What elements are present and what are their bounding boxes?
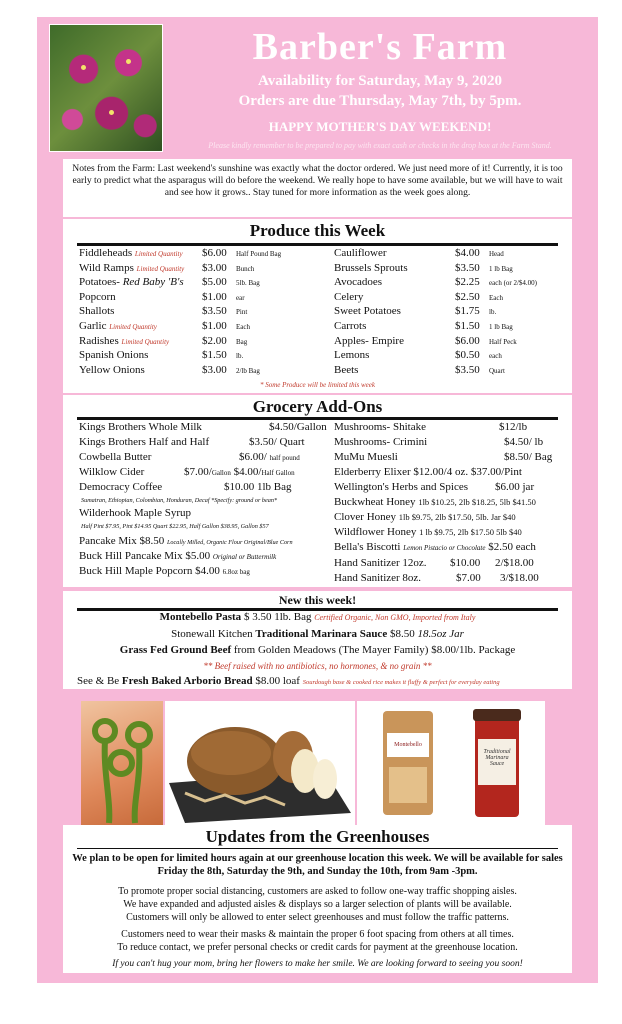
grocery-price: $8.50/ Bag [504, 451, 553, 463]
produce-item: Apples- Empire [334, 334, 404, 347]
grocery-item: Mushrooms- Shitake [334, 421, 426, 433]
produce-unit: 2/lb Bag [236, 366, 260, 375]
maple-syrup-prices: Half Pint $7.95, Pint $14.95 Quart $22.95, Half Gallon $38.95, Gallon $57 [81, 523, 269, 530]
pasta-line: Montebello Pasta $ 3.50 1lb. Bag Certified Organic, Non GMO, Imported from Italy [159, 611, 476, 623]
grocery-price: $6.00/ half pound [239, 451, 300, 463]
produce-unit: each [489, 352, 502, 361]
produce-price: $3.00 [202, 363, 227, 376]
marinara-jar [475, 709, 519, 817]
grocery-item: Kings Brothers Half and Half [79, 436, 210, 448]
order-deadline: Orders are due Thursday, May 7th, by 5pm. [238, 93, 522, 109]
petunia-photo [49, 24, 163, 152]
produce-title: Produce this Week [249, 221, 386, 240]
produce-price: $3.50 [455, 261, 480, 274]
produce-price: $3.50 [455, 363, 480, 376]
produce-price: $4.00 [455, 247, 480, 259]
closing-message: If you can't hug your mom, bring her flowers to make her smile. We are looking forward to seeing you soon! [112, 959, 523, 969]
pasta-window [389, 767, 427, 803]
grocery-item: Wilderhook Maple Syrup [79, 507, 191, 519]
grocery-item: Wellington's Herbs and Spices [334, 481, 468, 493]
grocery-price: $6.00 jar [495, 481, 535, 493]
produce-unit: ear [236, 293, 245, 302]
grocery-item: Buck Hill Pancake Mix $5.00 Original or Buttermilk [79, 550, 277, 562]
grocery-price: $3.50/ Quart [249, 436, 305, 448]
produce-unit: each (or 2/$4.00) [489, 279, 538, 288]
produce-unit: Head [489, 250, 504, 258]
grocery-item: Mushrooms- Crimini [334, 436, 428, 448]
produce-unit: 1 lb Bag [489, 264, 513, 273]
produce-price: $3.50 [202, 305, 227, 318]
arborio-bread-photo [165, 701, 355, 825]
produce-section [63, 219, 572, 393]
produce-item: Potatoes- Red Baby 'B's [79, 276, 184, 289]
produce-unit: Quart [489, 366, 505, 375]
produce-item: Beets [334, 363, 359, 376]
beef-note: ** Beef raised with no antibiotics, no hormones, & no grain ** [203, 661, 432, 671]
flyer-page [37, 17, 598, 983]
farm-notes: Notes from the Farm: Last weekend's sunshine was exactly what the doctor ordered. We just need more of it! Currently, it is too early to predict what the asparagus will do before the weekend. We really hope to have some available, but we will have to wait and see how it grows.. Stay tuned for more information as the week goes along. [63, 159, 572, 217]
grocery-item: Wildflower Honey 1 lb $9.75, 2lb $17.50 5lb $40 [334, 526, 522, 538]
jar-lid [473, 709, 521, 721]
produce-price: $1.50 [455, 320, 480, 332]
produce-unit: Bunch [236, 264, 255, 273]
produce-item: Cauliflower [334, 247, 387, 259]
produce-price: $0.50 [455, 349, 480, 362]
grocery-price: 2/$18.00 [495, 557, 534, 569]
new-this-week-section [63, 591, 572, 689]
mothers-day-banner: HAPPY MOTHER'S DAY WEEKEND! [268, 119, 492, 134]
distancing-text: To promote proper social distancing, customers are asked to follow one-way traffic shopping aisles. We have expanded and adjusted aisles & displays so a larger selection of plants will be available. Customers will only be allowed to enter select greenhouses and must follow the traffic patterns. [118, 886, 517, 923]
grocery-item: Democracy Coffee [79, 481, 163, 493]
grocery-price: $7.00/Gallon $4.00/Half Gallon [184, 466, 295, 478]
grocery-price: $4.50/ lb [504, 436, 544, 448]
divider [77, 848, 558, 849]
produce-item: Spanish Onions [79, 349, 149, 362]
grocery-item: Buckwheat Honey 1lb $10.25, 2lb $18.25, 5lb $41.50 [334, 496, 536, 508]
availability-date: Availability for Saturday, May 9, 2020 [257, 73, 503, 89]
produce-price: $1.75 [455, 305, 480, 318]
produce-item: Radishes Limited Quantity [79, 334, 170, 347]
produce-unit: Pint [236, 308, 248, 317]
grocery-item: Elderberry Elixer $12.00/4 oz. $37.00/Pint [334, 466, 522, 478]
marinara-line: Stonewall Kitchen Traditional Marinara Sauce $8.50 18.5oz Jar [171, 628, 464, 640]
produce-item: Avocadoes [334, 276, 383, 289]
grocery-item: Cowbella Butter [79, 451, 152, 463]
sauce-label: Traditional Marinara Sauce [478, 739, 516, 785]
pasta-label: Montebello [387, 733, 429, 757]
produce-item: Wild Ramps Limited Quantity [79, 261, 185, 274]
produce-price: $6.00 [455, 334, 480, 347]
produce-unit: Each [489, 293, 503, 302]
produce-price: $6.00 [202, 247, 227, 259]
produce-unit: lb. [489, 308, 497, 317]
produce-footnote: * Some Produce will be limited this week [259, 381, 376, 389]
grocery-item: Bella's Biscotti Lemon Pistacio or Chocolate $2.50 each [334, 541, 536, 553]
grocery-item: Pancake Mix $8.50 Locally Milled, Organic Flour Original/Blue Corn [79, 535, 293, 547]
beef-line: Grass Fed Ground Beef from Golden Meadows (The Mayer Family) $8.00/1lb. Package [119, 644, 516, 656]
produce-unit: Half Pound Bag [236, 250, 282, 258]
grocery-item: Clover Honey 1lb $9.75, 2lb $17.50, 5lb. Jar $40 [334, 511, 516, 523]
farm-title: Barber's Farm [252, 26, 508, 68]
grocery-item: Wilklow Cider [79, 466, 145, 478]
grocery-price: $4.50/Gallon [269, 421, 327, 433]
produce-unit: lb. [236, 352, 244, 361]
produce-price: $2.50 [455, 290, 480, 303]
produce-unit: 5lb. Bag [236, 279, 260, 288]
produce-price: $1.00 [202, 290, 227, 303]
produce-price: $5.00 [202, 276, 227, 289]
produce-item: Celery [334, 290, 364, 303]
grocery-title: Grocery Add-Ons [252, 397, 383, 416]
divider [77, 243, 558, 246]
produce-item: Garlic Limited Quantity [79, 320, 157, 332]
produce-item: Brussels Sprouts [334, 261, 408, 274]
new-this-week-title: New this week! [278, 593, 357, 607]
produce-price: $2.00 [202, 334, 227, 347]
pasta-bag [383, 711, 433, 815]
updates-section [63, 825, 572, 973]
payment-note: Please kindly remember to be prepared to pay with exact cash or checks in the drop box at the Farm Stand. [208, 141, 552, 150]
bread-line: See & Be Fresh Baked Arborio Bread $8.00 loaf Sourdough base & cooked rice makes it fluffy & perfect for everyday eating [77, 675, 500, 687]
grocery-item: Kings Brothers Whole Milk [79, 421, 202, 433]
produce-item: Fiddleheads Limited Quantity [79, 247, 183, 259]
produce-item: Lemons [334, 349, 370, 362]
grocery-price: 3/$18.00 [500, 572, 539, 584]
produce-unit: Each [236, 323, 250, 331]
produce-unit: Bag [236, 337, 248, 346]
produce-item: Sweet Potatoes [334, 305, 401, 318]
produce-unit: Half Peck [489, 337, 517, 346]
grocery-item: Hand Sanitizer 8oz. [334, 572, 422, 584]
grocery-item: MuMu Muesli [334, 451, 398, 463]
fiddleheads-photo [81, 701, 163, 825]
produce-item: Popcorn [79, 290, 116, 303]
produce-price: $3.00 [202, 261, 227, 274]
grocery-price: $10.00 [450, 557, 481, 569]
grocery-section [63, 395, 572, 587]
grocery-item: Hand Sanitizer 12oz. [334, 557, 427, 569]
updates-title: Updates from the Greenhouses [205, 827, 430, 846]
grocery-price: $10.00 1lb Bag [224, 481, 292, 493]
open-hours-text: We plan to be open for limited hours again at our greenhouse location this week. We will be available for sales Friday the 8th, Saturday the 9th, and Sunday the 10th, from 9am -3pm. [72, 853, 563, 877]
produce-price: $1.00 [202, 320, 227, 332]
produce-price: $1.50 [202, 349, 227, 362]
grocery-price: $7.00 [456, 572, 481, 584]
grocery-item: Buck Hill Maple Popcorn $4.00 6.8oz bag [79, 565, 250, 577]
coffee-note: Sumatran, Ethiopian, Colombian, Honduran, Decaf *Specify: ground or bean* [81, 497, 278, 504]
grocery-price: $12/lb [499, 421, 528, 433]
mask-text: Customers need to wear their masks & maintain the proper 6 foot spacing from others at all times. To reduce contact, we prefer personal checks or credit cards for payment at the greenhouse location. [117, 929, 518, 953]
divider [77, 417, 558, 420]
produce-price: $2.25 [455, 276, 480, 289]
produce-item: Carrots [334, 320, 367, 332]
produce-item: Shallots [79, 305, 115, 318]
produce-item: Yellow Onions [79, 363, 145, 376]
produce-unit: 1 lb Bag [489, 323, 513, 331]
pasta-and-sauce-photo [357, 701, 545, 825]
